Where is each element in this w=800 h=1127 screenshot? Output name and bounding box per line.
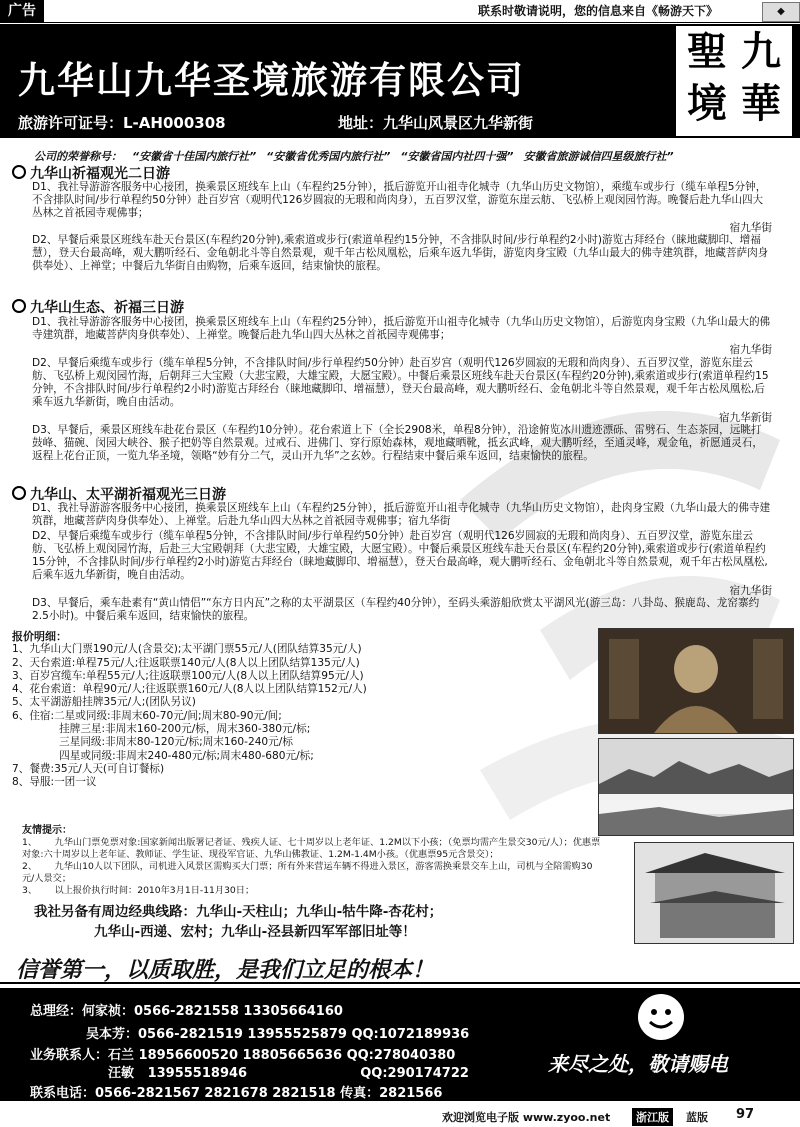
price-details	[12, 630, 602, 790]
footer-site: 欢迎浏览电子版 www.zyoo.net	[442, 1111, 611, 1124]
ad-tag: 广告	[0, 0, 44, 22]
contact-line: 吴本芳：0566-2821519 13955525879 QQ:1072189936	[86, 1027, 470, 1042]
stay-note: 宿九华新街	[719, 412, 772, 424]
section-label: 蓝版	[686, 1111, 708, 1124]
tip-item: 2、 九华山10人以下团队，司机进入风景区需购买大门票；所有外来营运车辆不得进入景区，游客需换乘景交车上山，司机与全陪需购30元/人景交；	[22, 861, 593, 884]
photo-buddha-statue	[598, 628, 794, 734]
company-logo-seal	[676, 26, 792, 136]
photo-temple	[634, 842, 794, 944]
price-item: 挂牌三星:非周末160-200元/标，周末360-380元/标;	[12, 723, 311, 736]
tip-item: 3、 以上报价执行时间：2010年3月1日-11月30日；	[22, 885, 255, 896]
price-item: 7、餐费:35元/人天(可自订餐标)	[12, 762, 165, 775]
price-item: 3、百岁宫缆车:单程55元/人;往返联票100元/人(8人以上团队结算95元/人)	[12, 669, 364, 682]
bullet-icon	[12, 165, 26, 179]
top-notice: 联系时敬请说明，您的信息来自《畅游天下》	[478, 4, 719, 18]
itinerary-day: D1、我社导游游客服务中心接团，换乘景区班线车上山（车程约25分钟），抵后游览开山祖寺化城寺（九华山历史文物馆），乘缆车或步行（缆车单程5分钟，不含排队时间/步行单程约50分钟）赴百岁宫（观明代126岁圆寂的无瑕和尚肉身），五百罗汉堂，游览东崖云舫、飞弘桥上观闵园竹海。晚餐后赴九华山四大丛林之首祇园寺观佛事；	[32, 181, 767, 219]
contact-line: 业务联系人：石兰 18956600520 18805665636 QQ:278040380	[30, 1048, 456, 1063]
stay-note: 宿九华街	[729, 222, 772, 234]
seal-lettering	[678, 26, 790, 130]
routes-line: 九华山-西递、宏村；九华山-泾县新四军军部旧址等！	[94, 924, 416, 940]
price-item: 2、天台索道:单程75元/人;往返联票140元/人(8人以上团队结算135元/人)	[12, 656, 360, 669]
footer	[0, 1105, 800, 1127]
itinerary-day: D1、我社导游游客服务中心接团，换乘景区班线车上山（车程约25分钟），抵后游览开山祖寺化城寺（九华山历史文物馆），后游览肉身宝殿（九华山最大的佛寺建筑群，地藏菩萨肉身供奉处）、上禅堂。晚餐后赴九华山四大丛林之首祇园寺观佛事；	[32, 316, 771, 341]
temple-image	[635, 843, 793, 943]
tips-title: 友情提示：	[22, 825, 72, 836]
tour-title-text: 九华山祈福观光二日游	[30, 166, 170, 182]
smiley-icon	[638, 994, 684, 1040]
tour-title-text: 九华山生态、祈福三日游	[30, 300, 184, 316]
bullet-icon	[12, 299, 26, 313]
itinerary-day: D2、早餐后乘缆车或步行（缆车单程5分钟，不含排队时间/步行单程约50分钟）赴百岁宫（观明代126岁圆寂的无瑕和尚肉身）、五百罗汉堂，游览东崖云舫、飞弘桥上观闵园竹海，后朝拜三大宝殿（大悲宝殿，大雄宝殿，大愿宝殿）。中餐后乘景区班线车赴天台景区(车程约20分钟),乘索道或步行(索道单程约15分钟，不含排队时间/步行单程约2小时)游览古拜经台（睐地藏脚印、增福慧），登天台最高峰，观大鹏听经石、金龟朝北斗等自然景观，观千年古松凤凰松,后乘车返九华新街，晚自由活动。	[32, 357, 769, 408]
itinerary-day: D2、早餐后乘景区班线车赴天台景区(车程约20分钟),乘索道或步行(索道单程约15分钟，不含排队时间/步行单程约2小时)游览古拜经台（睐地藏脚印、增福慧），登天台最高峰，观大鹏听经石、金龟朝北斗等自然景观，观千年古松凤凰松，后乘车返九华街，游览肉身宝殿（九华山最大的佛寺建筑群，地藏菩萨肉身供奉处）、上禅堂；中餐后九华街自由购物，后乘车返回，结束愉快的旅程。	[32, 234, 769, 272]
price-item: 6、住宿:二星或同级:非周末60-70元/间;周末80-90元/间;	[12, 709, 282, 722]
stay-note: 宿九华街	[729, 344, 772, 356]
welcome-calligraphy: 来尽之处，敬请赐电	[548, 1052, 728, 1076]
honor-item: “安徽省优秀国内旅行社”	[266, 150, 391, 163]
bullet-icon	[12, 486, 26, 500]
contact-line: 汪敏 13955518946 QQ:290174722	[108, 1066, 469, 1081]
contact-line: 总理经：何家祯：0566-2821558 13305664160	[30, 1004, 343, 1019]
company-address: 地址：九华山风景区九华新街	[338, 114, 534, 132]
page-number: 97	[736, 1107, 755, 1122]
friendly-tips	[22, 825, 602, 897]
price-title: 报价明细：	[12, 630, 67, 643]
itinerary-day: D2、早餐后乘缆车或步行（缆车单程5分钟，不含排队时间/步行单程约50分钟）赴百岁宫（观明代126岁圆寂的无瑕和尚肉身）、五百罗汉堂，游览东崖云舫、飞弘桥上观闵园竹海，后赴三大宝殿朝拜（大悲宝殿，大雄宝殿，大愿宝殿）。中餐后乘景区班线车赴天台景区(车程约20分钟),乘索道或步行(索道单程约15分钟，不含排队时间/步行单程约2小时)游览古拜经台（睐地藏脚印、增福慧），登天台最高峰，观大鹏听经石、金龟朝北斗等自然景观，观千年古松凤凰松,后乘车返九华新街，晚自由活动。	[32, 530, 768, 581]
license-number: 旅游许可证号：L-AH000308	[18, 114, 226, 132]
tip-item: 1、 九华山门票免票对象:国家新闻出版署记者证、残疾人证、七十周岁以上老年证、1.2M以下小孩；（免票均需产生景交30元/人）；优惠票对象:六十周岁以上老年证、教师证、学生证、现役军官证、九华山佛教证、1.2M-1.4M小孩。（优惠票95元含景交）；	[22, 837, 601, 860]
price-item: 三星同级:非周末80-120元/标;周末160-240元/标	[12, 736, 293, 749]
routes-line: 我社另备有周边经典线路：九华山-天柱山；九华山-牯牛降-杏花村；	[34, 904, 443, 920]
company-name: 九华山九华圣境旅游有限公司	[18, 58, 525, 102]
slogan: 信誉第一，以质取胜，是我们立足的根本！	[16, 957, 435, 983]
stay-note: 宿九华街	[729, 585, 772, 597]
buddha-image	[599, 629, 793, 733]
price-item: 1、九华山大门票190元/人(含景交);太平湖门票55元/人(团队结算35元/人)	[12, 643, 362, 656]
honor-item: 安徽省旅游诚信四星级旅行社”	[523, 150, 674, 163]
itinerary-day: D1、我社导游游客服务中心接团，换乘景区班线车上山（车程约25分钟），抵后游览开山祖寺化城寺（九华山历史文物馆），赴肉身宝殿（九华山最大的佛寺建筑群，地藏菩萨肉身供奉处）、上禅堂。后赴九华山四大丛林之首祇园寺观佛事；宿九华街	[32, 502, 771, 527]
honors-label: 公司的荣誉称号：	[34, 150, 122, 163]
tour-title	[12, 297, 184, 317]
price-item: 5、太平湖游船挂牌35元/人;(团队另议)	[12, 696, 196, 709]
photo-mountain-clouds	[598, 738, 794, 836]
price-item: 4、花台索道：单程90元/人;往返联票160元/人(8人以上团队结算152元/人)	[12, 683, 367, 696]
edition-badge: 浙江版	[632, 1108, 673, 1126]
company-honors	[34, 148, 684, 164]
price-item: 8、导服:一团一议	[12, 776, 97, 789]
tour-title	[12, 484, 226, 504]
tour-title-text: 九华山、太平湖祈福观光三日游	[30, 487, 226, 503]
honor-item: “安徽省国内社四十强”	[400, 150, 514, 163]
seal-row: 境 華	[687, 80, 781, 127]
mountain-image	[599, 739, 793, 835]
tour-title	[12, 163, 170, 183]
contact-line: 联系电话：0566-2821567 2821678 2821518 传真：2821566	[30, 1086, 443, 1101]
magazine-logo-icon: ◆	[762, 2, 800, 22]
itinerary-day: D3、早餐后，乘车赴素有“黄山情侣”“东方日内瓦”之称的太平湖景区（车程约40分钟），至码头乘游船欣赏太平湖风光(游三岛：八卦岛、猴鹿岛、龙窑寨约2.5小时)。中餐后乘车返回，结束愉快的旅程。	[32, 597, 760, 622]
price-item: 四星或同级:非周末240-480元/标;周末480-680元/标;	[12, 749, 314, 762]
honor-item: “安徽省十佳国内旅行社”	[132, 150, 257, 163]
itinerary-day: D3、早餐后，乘景区班线车赴花台景区（车程约10分钟）。花台索道上下（全长2908米，单程8分钟），沿途俯览冰川遗迹漂砾、雷劈石、生态茶园，远眺打鼓峰、猫碗、闵园大峡谷、猴子把奶等自然景观。过戒石、进佛门、穿行原始森林，观地藏晒靴，抵玄武峰，观大鹏听经，至通灵峰，观金龟，祈愿通灵石，返程上花台正顶，一览九华圣境，领略“妙有分二气，灵山开九华”之玄妙。行程结束中餐后乘车返回，结束愉快的旅程。	[32, 424, 763, 462]
seal-row: 聖 九	[687, 28, 781, 75]
